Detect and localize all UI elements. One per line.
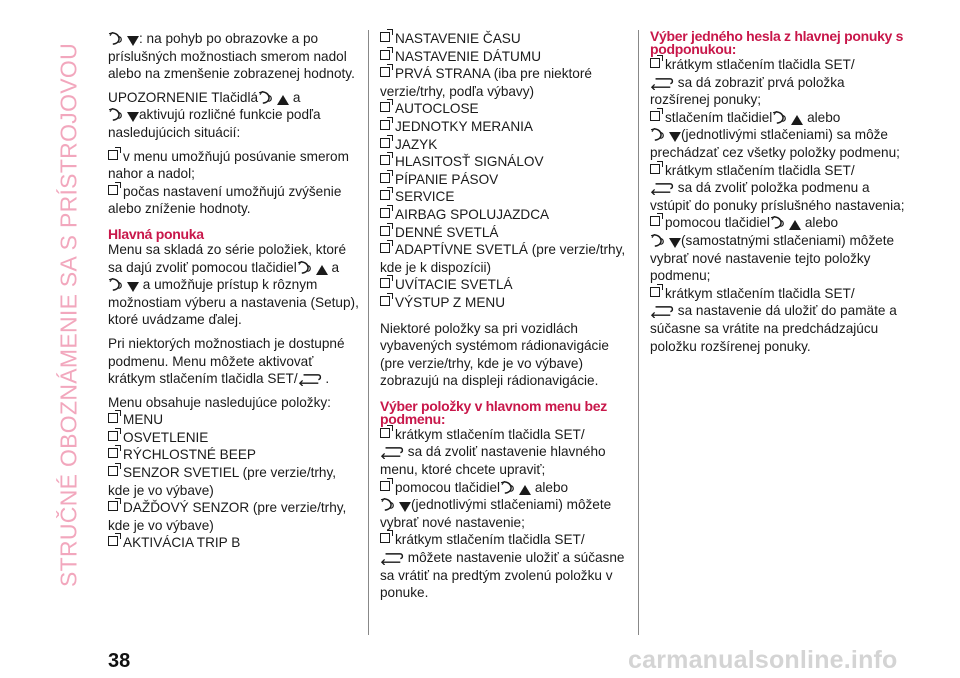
- dial-icon: [770, 215, 789, 230]
- box-icon: [108, 150, 118, 160]
- menu-item-list: [108, 411, 360, 552]
- list-item: pomocou tlačidiel alebo (jednotlivými stlačeniami) môžete vybrať nové nastavenie;: [380, 479, 612, 530]
- box-icon: [108, 431, 118, 441]
- menu-item: JAZYK: [380, 136, 632, 154]
- list-item: krátkym stlačením tlačidla SET/ sa dá zobraziť prvá položka rozšírenej ponuky;: [650, 57, 855, 108]
- dial-icon: [650, 233, 669, 248]
- menu-item: JEDNOTKY MERANIA: [380, 118, 632, 136]
- box-icon: [380, 32, 390, 42]
- dial-icon: [772, 110, 791, 125]
- heading-select-submenu: Výber jedného hesla z hlavnej ponuky s podponukou:: [650, 28, 904, 57]
- menu-item: PRVÁ STRANA (iba pre niektoré verzie/trhy, podľa výbavy): [380, 66, 592, 99]
- dial-icon: [650, 127, 669, 142]
- menu-item: AUTOCLOSE: [380, 100, 632, 118]
- list-item: pomocou tlačidiel alebo (samostatnými stlačeniami) môžete vybrať nové nastavenie tejto položky podmenu;: [650, 215, 895, 284]
- box-icon: [380, 102, 390, 112]
- dial-icon: [108, 277, 127, 292]
- heading-select-item: Výber položky v hlavnom menu bez podmenu:: [380, 397, 607, 427]
- box-icon: [108, 413, 118, 423]
- set-return-icon: [650, 182, 674, 195]
- triangle-down-icon: [127, 282, 139, 292]
- triangle-down-icon: [669, 238, 681, 248]
- box-icon: [380, 208, 390, 218]
- dial-icon: [108, 31, 127, 46]
- paragraph-radionav: Niektoré položky sa pri vozidlách vybavených systémom rádionavigácie (pre verzie/trhy, kde je vo výbave) zobrazujú na displeji rádionavigácie.: [380, 320, 609, 389]
- column-2: [380, 30, 632, 602]
- list-item: krátkym stlačením tlačidla SET/ sa dá zvoliť nastavenie hlavného menu, ktoré chcete upraviť;: [380, 426, 606, 478]
- menu-item: NASTAVENIE ČASU: [380, 30, 632, 48]
- box-icon: [650, 164, 660, 174]
- dial-icon: [258, 90, 277, 105]
- triangle-down-icon: [669, 132, 681, 142]
- box-icon: [650, 58, 660, 68]
- box-icon: [380, 278, 390, 288]
- paragraph-down-button: : na pohyb po obrazovke a po príslušných možnostiach smerom nadol alebo na zmenšenie zobrazenej hodnoty.: [108, 31, 355, 82]
- box-icon: [380, 481, 390, 491]
- menu-item: AKTIVÁCIA TRIP B: [108, 534, 360, 552]
- paragraph-main-menu: Menu sa skladá zo série položiek, ktoré sa dajú zvoliť pomocou tlačidiel a a umožňuje prístup k rôznym možnostiam výberu a nastavenia (Setup), ktoré uvádzame ďalej.: [108, 241, 359, 328]
- triangle-down-icon: [127, 36, 139, 46]
- set-return-icon: [380, 446, 404, 459]
- box-icon: [380, 67, 390, 77]
- triangle-down-icon: [127, 112, 139, 122]
- list-item: počas nastavení umožňujú zvýšenie alebo zníženie hodnoty.: [108, 183, 342, 217]
- menu-item-list: [380, 30, 632, 312]
- menu-item: PÍPANIE PÁSOV: [380, 171, 632, 189]
- watermark: carmanualsonline.info: [628, 646, 898, 674]
- column-3: [650, 30, 905, 355]
- box-icon: [380, 226, 390, 236]
- triangle-up-icon: [316, 265, 328, 275]
- menu-item: MENU: [108, 411, 360, 429]
- box-icon: [650, 287, 660, 297]
- box-icon: [380, 428, 390, 438]
- box-icon: [108, 466, 118, 476]
- set-return-icon: [650, 305, 674, 318]
- box-icon: [380, 190, 390, 200]
- paragraph-submenu: Pri niektorých možnostiach je dostupné podmenu. Menu môžete aktivovať krátkym stlačením tlačidla SET/ .: [108, 335, 345, 387]
- box-icon: [380, 173, 390, 183]
- box-icon: [108, 536, 118, 546]
- box-icon: [108, 448, 118, 458]
- box-icon: [108, 185, 118, 195]
- dial-icon: [297, 260, 316, 275]
- set-return-icon: [650, 77, 674, 90]
- box-icon: [650, 216, 660, 226]
- triangle-up-icon: [277, 95, 289, 105]
- menu-item: SENZOR SVETIEL (pre verzie/trhy, kde je vo výbave): [108, 465, 337, 498]
- box-icon: [380, 50, 390, 60]
- sidebar-chapter-title: STRUČNÉ OBOZNÁMENIE SA S PRÍSTROJOVOU: [55, 42, 82, 588]
- box-icon: [380, 120, 390, 130]
- list-item: krátkym stlačením tlačidla SET/ sa dá zvoliť položka podmenu a vstúpiť do ponuky príslušného nastavenia;: [650, 162, 905, 213]
- dial-icon: [500, 480, 519, 495]
- menu-item: AIRBAG SPOLUJAZDCA: [380, 206, 632, 224]
- menu-item: HLASITOSŤ SIGNÁLOV: [380, 153, 632, 171]
- menu-item: DENNÉ SVETLÁ: [380, 224, 632, 242]
- column-divider: [368, 30, 369, 635]
- triangle-up-icon: [519, 485, 531, 495]
- column-1: [108, 30, 360, 552]
- box-icon: [380, 533, 390, 543]
- triangle-up-icon: [789, 220, 801, 230]
- triangle-up-icon: [791, 115, 803, 125]
- box-icon: [650, 111, 660, 121]
- menu-item: ADAPTÍVNE SVETLÁ (pre verzie/trhy, kde je k dispozícii): [380, 242, 626, 275]
- box-icon: [108, 501, 118, 511]
- triangle-down-icon: [399, 502, 411, 512]
- box-icon: [380, 243, 390, 253]
- dial-icon: [108, 107, 127, 122]
- menu-item: VÝSTUP Z MENU: [380, 294, 632, 312]
- list-item: krátkym stlačením tlačidla SET/ môžete nastavenie uložiť a súčasne sa vrátiť na predtým zvolenú položku v ponuke.: [380, 532, 625, 601]
- paragraph-menu-contents: Menu obsahuje nasledujúce položky:: [108, 394, 331, 410]
- menu-item: SERVICE: [380, 188, 632, 206]
- list-item: stlačením tlačidiel alebo (jednotlivými stlačeniami) sa môže prechádzať cez všetky položky podmenu;: [650, 109, 900, 160]
- heading-main-menu: Hlavná ponuka: [108, 225, 204, 242]
- menu-item: OSVETLENIE: [108, 429, 360, 447]
- paragraph-warning: UPOZORNENIE Tlačidlá a aktivujú rozličné funkcie podľa nasledujúcich situácií:: [108, 89, 321, 140]
- set-return-icon: [298, 373, 322, 386]
- box-icon: [380, 138, 390, 148]
- box-icon: [380, 296, 390, 306]
- column-divider: [638, 30, 639, 635]
- menu-item: RÝCHLOSTNÉ BEEP: [108, 446, 360, 464]
- list-item: krátkym stlačením tlačidla SET/ sa nastavenie dá uložiť do pamäte a súčasne sa vrátite na predchádzajúcu položku rozšírenej ponuky.: [650, 285, 897, 354]
- page-number: 38: [108, 650, 131, 672]
- box-icon: [380, 155, 390, 165]
- list-item: v menu umožňujú posúvanie smerom nahor a nadol;: [108, 148, 349, 182]
- menu-item: UVÍTACIE SVETLÁ: [380, 276, 632, 294]
- dial-icon: [380, 497, 399, 512]
- menu-item: DAŽĎOVÝ SENZOR (pre verzie/trhy, kde je vo výbave): [108, 500, 347, 533]
- menu-item: NASTAVENIE DÁTUMU: [380, 48, 632, 66]
- set-return-icon: [380, 552, 404, 565]
